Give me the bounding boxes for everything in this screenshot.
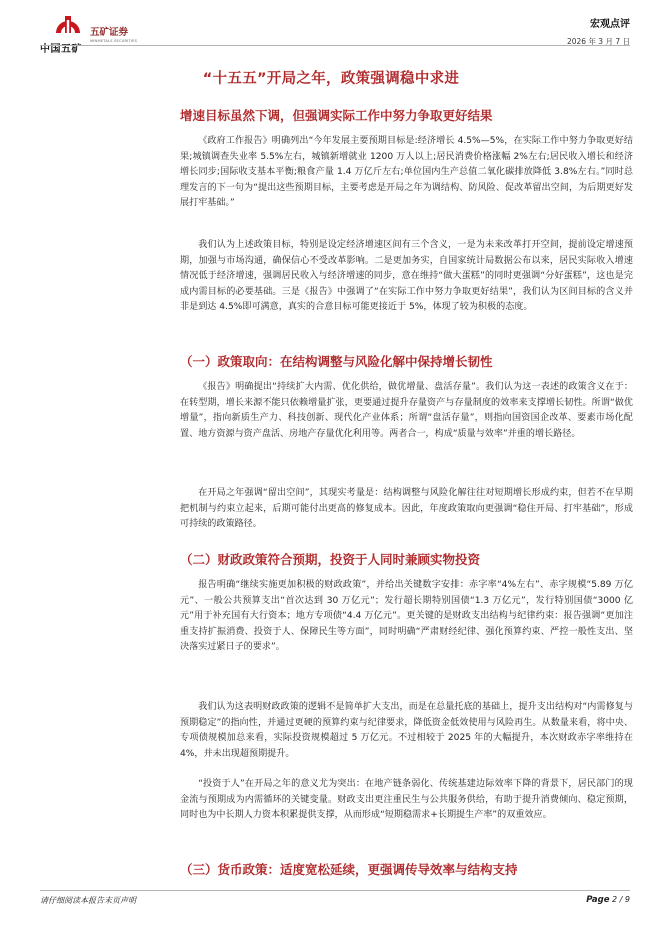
paragraph-target-meaning: 我们认为上述政策目标，特别是设定经济增速区间有三个含义，一是为未来改革打开空间，提前设定增速预期，加强与市场沟通，确保信心不受改革影响。二是更加务实，自国家统计局数据公布以来，居民实际收入增速情况低于经济增速，强调居民收入与经济增速的同步，意在维持“做大蛋糕”的同时更强调“分好蛋糕”，这也是完成内需目标的必要基础。三是《报告》中强调了“在实际工作中努力争取更好结果”，我们认为区间目标的含义并非是到达 4.5%即可满意，真实的合意目标可能更接近于 5%，体现了较为积极的态度。: [180, 240, 633, 313]
paragraph-incremental-stock: 《报告》明确提出“持续扩大内需、优化供给，做优增量、盘活存量”。我们认为这一表述的政策含义在于：在转型期，增长来源不能只依赖增量扩张，更要通过提升存量资产与存量制度的效率来支撑增长韧性。所谓“做优增量”，指向新质生产力、科技创新、现代化产业体系；所谓“盘活存量”，则指向国资国企改革、要素市场化配置、地方资源与资产盘活、房地产存量优化利用等。两者合一，构成“质量与效率”并重的增长路径。: [180, 382, 633, 439]
paragraph-leave-space: 在开局之年强调“留出空间”，其现实考量是：结构调整与风险化解往往对短期增长形成约束，但若不在早期把机制与约束立起来，后期可能付出更高的修复成本。因此，年度政策取向更强调“稳住开局、打牢基础”，形成可持续的政策路径。: [180, 488, 633, 530]
page-number: [586, 895, 630, 905]
paragraph-invest-in-people: “投资于人”在开局之年的意义尤为突出：在地产链条弱化、传统基建边际效率下降的背景下，居民部门的现金流与预期成为内需循环的关键变量。财政支出更注重民生与公共服务供给，有助于提升消费倾向、稳定预期，同时也为中长期人力资本积累提供支撑，从而形成“短期稳需求+长期提生产率”的双重效应。: [180, 779, 633, 821]
report-date: 2026 年 3 月 7 日: [566, 37, 630, 46]
report-title: “十五五”开局之年，政策强调稳中求进: [202, 71, 460, 87]
subheading-policy-orientation: （一）政策取向：在结构调整与风险化解中保持增长韧性: [180, 354, 493, 369]
paragraph-work-report-targets: 《政府工作报告》明确列出“今年发展主要预期目标是:经济增长 4.5%—5%，在实际工作中努力争取更好结果;城镇调查失业率 5.5%左右，城镇新增就业 1200 万人以上;居民消费价格涨幅 2%左右;居民收入增长和经济增长同步;国际收支基本平衡;粮食产量 1.4 万亿斤左右;单位国内生产总值二氧化碳排放降低 3.8%左右。”同时总理发言的下一句为“提出这些预期目标，主要考虑是开局之年为调结构、防风险、促改革留出空间，为后期更好发展打牢基础。”: [180, 136, 633, 209]
header-divider: [40, 45, 630, 46]
section-heading: 增速目标虽然下调，但强调实际工作中努力争取更好结果: [180, 108, 493, 123]
brand-block: [90, 24, 137, 43]
paragraph-fiscal-numbers: 报告明确“继续实施更加积极的财政政策”，并给出关键数字安排：赤字率“4%左右”、赤字规模“5.89 万亿元”、一般公共预算支出“首次达到 30 万亿元”；发行超长期特别国债“1.3 万亿元”，发行特别国债“3000 亿元”用于补充国有大行资本；地方专项债“4.4 万亿元”。更关键的是财政支出结构与纪律约束：报告强调“更加注重支持扩振消费、投资于人、保障民生等方面”，同时明确“严肃财经纪律、强化预算约束、严控一般性支出、坚决落实过紧日子的要求”。: [180, 580, 633, 653]
brand-name: 五矿证券: [90, 27, 129, 38]
footer-disclaimer: 请仔细阅读本报告末页声明: [40, 896, 136, 905]
subheading-fiscal-policy: （二）财政政策符合预期，投资于人同时兼顾实物投资: [180, 552, 481, 567]
logo-text: 中国五矿: [40, 44, 82, 55]
page-label: Page: [586, 895, 610, 905]
paragraph-fiscal-logic: 我们认为这表明财政政策的逻辑不是简单扩大支出，而是在总量托底的基础上，提升支出结构对“内需修复与预期稳定”的指向性，并通过更硬的预算约束与纪律要求，降低资金低效使用与风险再生。从数量来看，将中央、专项债规模加总来看，实际投资规模超过 5 万亿元。不过相较于 2025 年的大幅提升，本次财政赤字率维持在 4%，并未出现超预期提升。: [180, 702, 633, 759]
report-type: 宏观点评: [590, 19, 630, 30]
subheading-monetary-policy: （三）货币政策：适度宽松延续，更强调传导效率与结构支持: [180, 862, 518, 877]
minmetals-logo-icon: [54, 12, 82, 34]
page-count: 2 / 9: [612, 895, 630, 904]
footer-divider: [40, 890, 630, 891]
brand-name-en: MINMETALS SECURITIES: [90, 39, 138, 43]
report-meta: [567, 15, 630, 47]
